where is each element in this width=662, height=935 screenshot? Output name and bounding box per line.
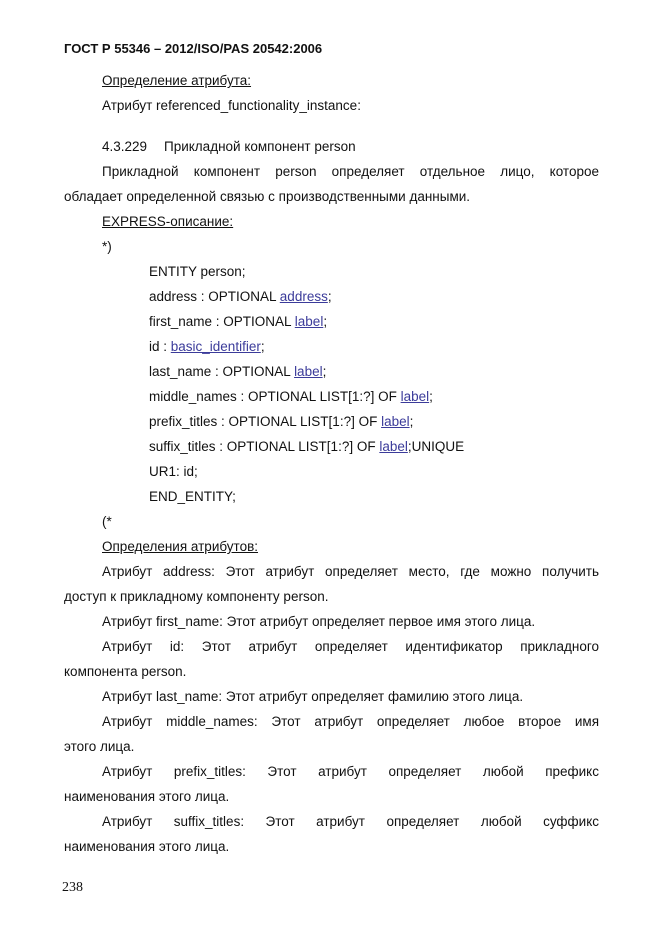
section-paragraph-line-1: Прикладной компонент person определяет отдельное лицо, которое	[102, 164, 599, 179]
code-address	[149, 288, 599, 306]
code-entity: ENTITY person;	[149, 264, 246, 279]
section-number: 4.3.229	[102, 139, 148, 154]
code-text: ;	[260, 339, 265, 354]
section-paragraph-line-2: обладает определенной связью с производственными данными.	[64, 189, 471, 204]
attr-prefix-titles-line-2: наименования этого лица.	[64, 789, 230, 804]
code-ur1: UR1: id;	[149, 464, 198, 479]
code-text: suffix_titles : OPTIONAL LIST[1:?] OF	[149, 439, 380, 454]
label-link[interactable]: label	[400, 389, 430, 404]
section-title: Прикладной компонент person	[164, 139, 356, 154]
code-text: middle_names : OPTIONAL LIST[1:?] OF	[149, 389, 401, 404]
label-link[interactable]: label	[379, 439, 408, 454]
attributes-heading: Определения атрибутов:	[102, 539, 259, 554]
basic-identifier-link[interactable]: basic_identifier	[170, 339, 261, 354]
code-text: ;	[322, 364, 327, 379]
code-prefix-titles	[149, 413, 599, 431]
attr-middle-names-line-2: этого лица.	[64, 739, 135, 754]
code-middle-names	[149, 388, 599, 406]
attr-prefix-titles-line-1: Атрибут prefix_titles: Этот атрибут определяет любой префикс	[102, 764, 599, 779]
address-link[interactable]: address	[279, 289, 328, 304]
express-heading: EXPRESS-описание:	[102, 214, 234, 229]
attr-last-name: Атрибут last_name: Этот атрибут определяет фамилию этого лица.	[102, 689, 524, 704]
attribute-definition-text: Атрибут referenced_functionality_instance:	[102, 98, 361, 113]
label-link[interactable]: label	[381, 414, 410, 429]
code-text: ;	[409, 414, 414, 429]
attr-address-line-2: доступ к прикладному компоненту person.	[64, 589, 329, 604]
code-text: address : OPTIONAL	[149, 289, 280, 304]
code-text: last_name : OPTIONAL	[149, 364, 295, 379]
express-close-comment: (*	[102, 514, 112, 529]
attr-suffix-titles-line-2: наименования этого лица.	[64, 839, 230, 854]
attr-address-line-1: Атрибут address: Этот атрибут определяет место, где можно получить	[102, 564, 599, 579]
code-text: ;	[429, 389, 433, 404]
code-text: ;	[327, 289, 332, 304]
code-text: id :	[149, 339, 171, 354]
document-header: ГОСТ Р 55346 – 2012/ISO/PAS 20542:2006	[64, 41, 323, 56]
section-heading	[102, 138, 599, 156]
code-suffix-titles	[149, 438, 599, 456]
attribute-definition-heading: Определение атрибута:	[102, 73, 252, 88]
code-last-name	[149, 363, 599, 381]
attr-id-line-1: Атрибут id: Этот атрибут определяет идентификатор прикладного	[102, 639, 599, 654]
attr-first-name: Атрибут first_name: Этот атрибут определяет первое имя этого лица.	[102, 614, 536, 629]
label-link[interactable]: label	[294, 364, 323, 379]
code-text: ;	[323, 314, 328, 329]
code-end-entity: END_ENTITY;	[149, 489, 236, 504]
attr-middle-names-line-1: Атрибут middle_names: Этот атрибут определяет любое второе имя	[102, 714, 599, 729]
attr-suffix-titles-line-1: Атрибут suffix_titles: Этот атрибут определяет любой суффикс	[102, 814, 599, 829]
code-first-name	[149, 313, 599, 331]
code-id	[149, 338, 599, 356]
label-link[interactable]: label	[294, 314, 324, 329]
code-text: first_name : OPTIONAL	[149, 314, 295, 329]
attr-id-line-2: компонента person.	[64, 664, 187, 679]
page-number: 238	[62, 880, 83, 895]
code-text: prefix_titles : OPTIONAL LIST[1:?] OF	[149, 414, 382, 429]
express-open-comment: *)	[102, 239, 112, 254]
code-text: ;UNIQUE	[407, 439, 465, 454]
